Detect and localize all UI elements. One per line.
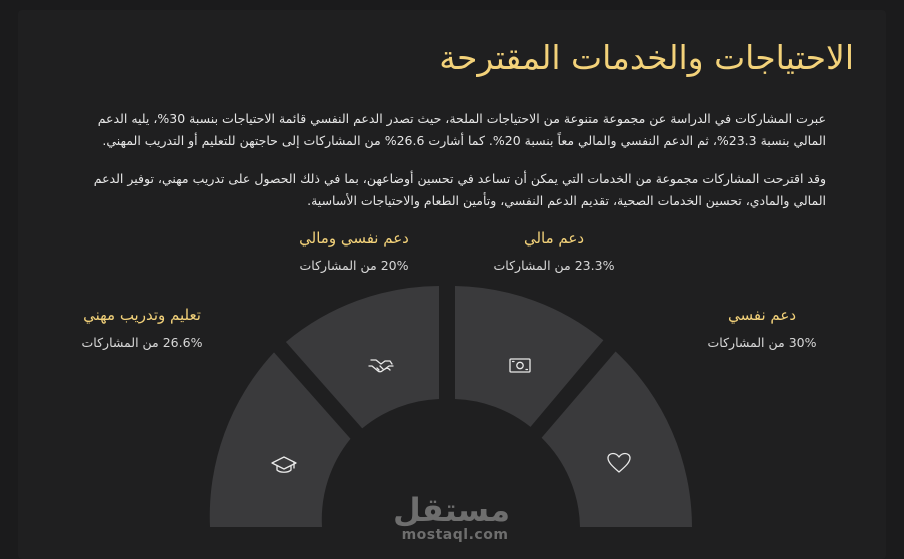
services-paragraph: وقد اقترحت المشاركات مجموعة من الخدمات التي يمكن أن تساعد في تحسين أوضاعهن، بما في ذلك الحصول على تدريب مهني، توفير الدعم المالي والمادي، تحسين الخدمات الصحية، تقديم الدعم النفسي، وتأمين الطعام والاحتياجات الأساسية.: [93, 171, 826, 208]
intro-paragraph: عبرت المشاركات في الدراسة عن مجموعة متنوعة من الاحتياجات الملحة، حيث تصدر الدعم النفسي قائمة الاحتياجات بنسبة 30%، يليه الدعم المالي بنسبة 23.3%، ثم الدعم النفسي والمالي معاً بنسبة 20%. كما أشارت 26.6% من المشاركات إلى حاجتهن للتعليم أو التدريب المهني.: [97, 111, 826, 148]
watermark-latin: mostaql.com: [401, 527, 509, 543]
need-percentage: 20% من المشاركات: [299, 258, 409, 273]
need-name: دعم نفسي ومالي: [299, 229, 409, 247]
need-percentage: 23.3% من المشاركات: [493, 258, 615, 273]
label-education-training: [62, 304, 222, 352]
need-percentage: 30% من المشاركات: [707, 335, 817, 350]
label-combined-support: [274, 227, 434, 275]
mostaql-watermark: [392, 491, 510, 543]
need-percentage: 26.6% من المشاركات: [81, 335, 203, 350]
need-name: دعم نفسي: [727, 306, 797, 324]
label-psychological-support: [700, 304, 824, 352]
watermark-arabic: مستقل: [392, 491, 510, 529]
page-title: الاحتياجات والخدمات المقترحة: [439, 38, 854, 77]
label-financial-support: [484, 227, 624, 275]
need-name: دعم مالي: [523, 229, 585, 247]
need-name: تعليم وتدريب مهني: [83, 306, 201, 324]
